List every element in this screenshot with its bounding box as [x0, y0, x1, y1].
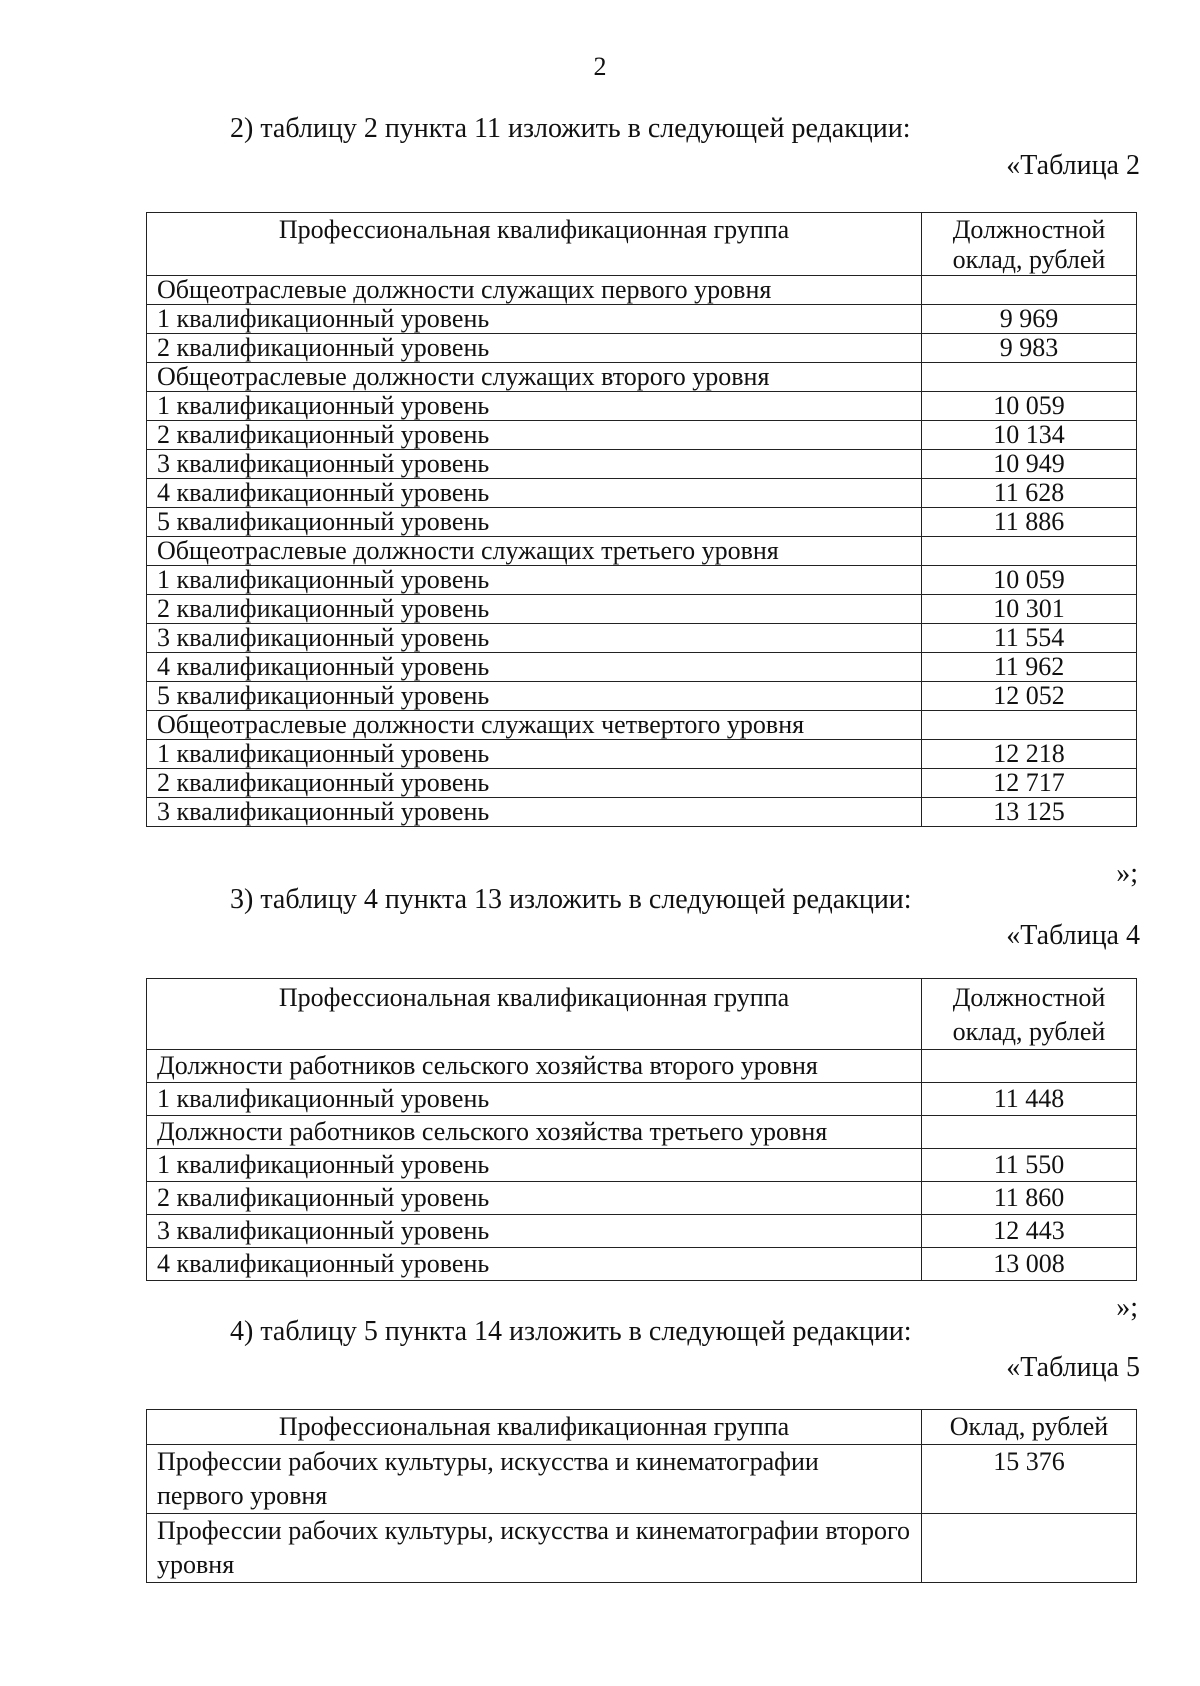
row-label: Профессии рабочих культуры, искусства и кинематографии второго уровня	[147, 1514, 922, 1583]
table-row	[147, 1182, 1137, 1215]
table-row	[147, 450, 1137, 479]
page-number: 2	[593, 52, 607, 81]
row-label: 3 квалификационный уровень	[147, 798, 922, 827]
row-value	[922, 537, 1137, 566]
header-group: Профессиональная квалификационная группа	[147, 979, 922, 1050]
table-header-row	[147, 1410, 1137, 1445]
table-4-label: «Таблица 4	[1006, 920, 1140, 951]
row-label: 2 квалификационный уровень	[147, 595, 922, 624]
row-label: 1 квалификационный уровень	[147, 740, 922, 769]
row-value	[922, 363, 1137, 392]
row-label: Должности работников сельского хозяйства второго уровня	[147, 1050, 922, 1083]
table-row	[147, 334, 1137, 363]
row-label: 1 квалификационный уровень	[147, 1083, 922, 1116]
table-row	[147, 508, 1137, 537]
row-value	[922, 1116, 1137, 1149]
table-row	[147, 653, 1137, 682]
row-label: 4 квалификационный уровень	[147, 1248, 922, 1281]
row-label: 3 квалификационный уровень	[147, 1215, 922, 1248]
row-value	[922, 1514, 1137, 1583]
row-label: 2 квалификационный уровень	[147, 421, 922, 450]
instruction-table-5: 4) таблицу 5 пункта 14 изложить в следующей редакции:	[230, 1316, 912, 1347]
row-value: 11 554	[922, 624, 1137, 653]
row-value	[922, 276, 1137, 305]
instruction-table-4: 3) таблицу 4 пункта 13 изложить в следующей редакции:	[230, 884, 912, 915]
table-4-closing: »;	[1116, 1292, 1138, 1323]
row-label: 4 квалификационный уровень	[147, 479, 922, 508]
table-row	[147, 566, 1137, 595]
table-row	[147, 392, 1137, 421]
table-row	[147, 624, 1137, 653]
table-row	[147, 363, 1137, 392]
table-2	[146, 212, 1137, 827]
row-value: 10 301	[922, 595, 1137, 624]
row-value: 9 983	[922, 334, 1137, 363]
table-row	[147, 740, 1137, 769]
table-row	[147, 595, 1137, 624]
row-value: 10 059	[922, 392, 1137, 421]
table-row	[147, 421, 1137, 450]
row-label: 2 квалификационный уровень	[147, 334, 922, 363]
row-value: 12 443	[922, 1215, 1137, 1248]
row-label: 1 квалификационный уровень	[147, 305, 922, 334]
table-row	[147, 1050, 1137, 1083]
row-value: 11 962	[922, 653, 1137, 682]
table-row	[147, 798, 1137, 827]
row-value	[922, 711, 1137, 740]
table-row	[147, 479, 1137, 508]
table-row	[147, 1215, 1137, 1248]
table-row	[147, 1248, 1137, 1281]
header-group: Профессиональная квалификационная группа	[147, 1410, 922, 1445]
table-header-row	[147, 213, 1137, 276]
row-label: Должности работников сельского хозяйства третьего уровня	[147, 1116, 922, 1149]
table-header-row	[147, 979, 1137, 1050]
row-label: 1 квалификационный уровень	[147, 392, 922, 421]
table-row	[147, 276, 1137, 305]
row-value: 12 218	[922, 740, 1137, 769]
row-label: 4 квалификационный уровень	[147, 653, 922, 682]
table-row	[147, 1083, 1137, 1116]
row-value: 11 448	[922, 1083, 1137, 1116]
row-value: 13 125	[922, 798, 1137, 827]
row-label: 3 квалификационный уровень	[147, 624, 922, 653]
table-2-label: «Таблица 2	[1006, 150, 1140, 181]
header-salary: Должностной оклад, рублей	[922, 979, 1137, 1050]
row-value: 10 059	[922, 566, 1137, 595]
table-row	[147, 769, 1137, 798]
row-label: 5 квалификационный уровень	[147, 682, 922, 711]
table-row	[147, 1445, 1137, 1514]
row-label: 5 квалификационный уровень	[147, 508, 922, 537]
row-label: 1 квалификационный уровень	[147, 1149, 922, 1182]
table-row	[147, 305, 1137, 334]
row-value: 11 550	[922, 1149, 1137, 1182]
row-value: 11 860	[922, 1182, 1137, 1215]
row-value: 10 134	[922, 421, 1137, 450]
header-salary: Должностной оклад, рублей	[922, 213, 1137, 276]
table-5	[146, 1409, 1137, 1583]
row-label: 1 квалификационный уровень	[147, 566, 922, 595]
row-value: 12 717	[922, 769, 1137, 798]
row-label: Общеотраслевые должности служащих третьего уровня	[147, 537, 922, 566]
instruction-table-2: 2) таблицу 2 пункта 11 изложить в следующей редакции:	[230, 113, 911, 144]
row-label: Профессии рабочих культуры, искусства и кинематографии первого уровня	[147, 1445, 922, 1514]
row-label: 2 квалификационный уровень	[147, 769, 922, 798]
table-row	[147, 1149, 1137, 1182]
table-row	[147, 711, 1137, 740]
table-2-closing: »;	[1116, 858, 1138, 889]
table-row	[147, 537, 1137, 566]
row-value: 10 949	[922, 450, 1137, 479]
row-value: 11 886	[922, 508, 1137, 537]
row-value	[922, 1050, 1137, 1083]
table-row	[147, 682, 1137, 711]
table-5-label: «Таблица 5	[1006, 1352, 1140, 1383]
row-value: 12 052	[922, 682, 1137, 711]
table-row	[147, 1116, 1137, 1149]
row-label: Общеотраслевые должности служащих первого уровня	[147, 276, 922, 305]
table-row	[147, 1514, 1137, 1583]
row-label: Общеотраслевые должности служащих второго уровня	[147, 363, 922, 392]
row-value: 13 008	[922, 1248, 1137, 1281]
header-group: Профессиональная квалификационная группа	[147, 213, 922, 276]
row-label: 3 квалификационный уровень	[147, 450, 922, 479]
row-label: 2 квалификационный уровень	[147, 1182, 922, 1215]
row-label: Общеотраслевые должности служащих четвертого уровня	[147, 711, 922, 740]
table-4	[146, 978, 1137, 1281]
header-salary: Оклад, рублей	[922, 1410, 1137, 1445]
row-value: 11 628	[922, 479, 1137, 508]
row-value: 9 969	[922, 305, 1137, 334]
row-value: 15 376	[922, 1445, 1137, 1514]
